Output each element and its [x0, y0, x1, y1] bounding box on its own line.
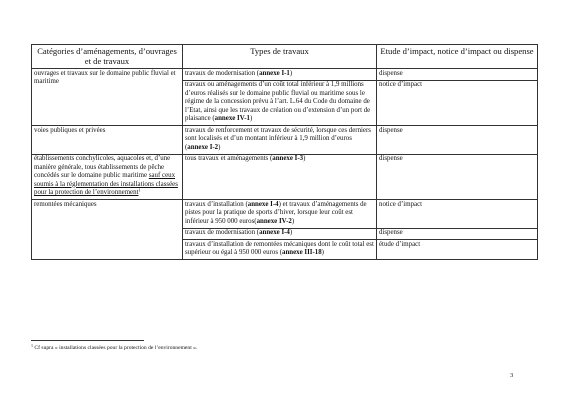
works-cell: travaux de modernisation (annexe I-4) [183, 228, 377, 240]
works-cell: tous travaux et aménagements (annexe I-3) [183, 154, 377, 200]
category-cell: remontées mécaniques [32, 200, 183, 260]
table-row [32, 126, 538, 155]
table-row [32, 69, 538, 81]
category-cell: ouvrages et travaux sur le domaine public fluvial et maritime [32, 69, 183, 126]
header-impact: Etude d’impact, notice d’impact ou dispense [377, 45, 538, 69]
works-table [31, 44, 538, 260]
category-cell: établissements conchylicoles, aquacoles et, d’une manière générale, tous établissements de pêche concédés sur le domaine public maritime sauf ceux soumis à la réglementation des installations classées pour la protection de l’environnement$^1$ [32, 154, 183, 200]
header-categories: Catégories d’aménagements, d’ouvrages et de travaux [32, 45, 183, 69]
footnote-text: Cf supra « installations classées pour la protection de l’environnement ». [33, 345, 198, 351]
annex-ref: annexe I-3 [272, 155, 304, 162]
works-cell: travaux de renforcement et travaux de sécurité, lorsque ces derniers sont localisés et d’un montant inférieur à 1,9 million d’euros (annexe I-2) [183, 126, 377, 155]
footnote-number: 1 [31, 343, 33, 348]
annex-ref: annexe I-4 [247, 200, 279, 208]
status-cell: notice d’impact [377, 200, 538, 229]
annex-ref: annexe III-18 [282, 249, 322, 256]
status-cell: étude d’impact [377, 240, 538, 260]
annex-ref: annexe IV-1 [214, 115, 250, 122]
annex-ref: annexe I-2 [187, 143, 219, 151]
works-cell: travaux d’installation de remontées mécaniques dont le coût total est supérieur ou égal à 950 000 euros (annexe III-18) [183, 240, 377, 260]
footnote [31, 345, 197, 352]
annex-ref: annexe IV-2 [256, 217, 292, 225]
footnote-divider [31, 340, 144, 341]
works-cell: travaux d’installation (annexe I-4) et travaux d’aménagements de pistes pour la pratique de sports d’hiver, lorsque leur coût est inférieur à 950 000 euros(annexe IV-2) [183, 200, 377, 229]
table-row [32, 200, 538, 229]
status-cell: dispense [377, 154, 538, 200]
footnote-mark: 1 [138, 187, 141, 193]
status-cell: dispense [377, 69, 538, 81]
category-cell: voies publiques et privées [32, 126, 183, 155]
table-header-row [32, 45, 538, 69]
table-row [32, 154, 538, 200]
classified-installations-link[interactable]: sauf ceux soumis à la réglementation des installations classées pour la protection de l’environnement [34, 172, 178, 196]
annex-ref: annexe I-1 [259, 69, 290, 77]
works-cell: travaux de modernisation (annexe I-1) [183, 69, 377, 81]
status-cell: notice d’impact [377, 80, 538, 126]
header-types: Types de travaux [183, 45, 377, 69]
status-cell: dispense [377, 228, 538, 240]
annex-ref: annexe I-4 [259, 229, 290, 236]
works-cell: travaux ou aménagements d’un coût total inférieur à 1,9 millions d’euros réalisés sur le domaine public fluvial ou maritime sous le régime de la concession prévu à l’art. L.64 du Code du domaine de l’Etat, ainsi que les travaux de création ou d’extension d’un port de plaisance (annexe IV-1) [183, 80, 377, 126]
page-number: 3 [510, 372, 514, 379]
status-cell: dispense [377, 126, 538, 155]
